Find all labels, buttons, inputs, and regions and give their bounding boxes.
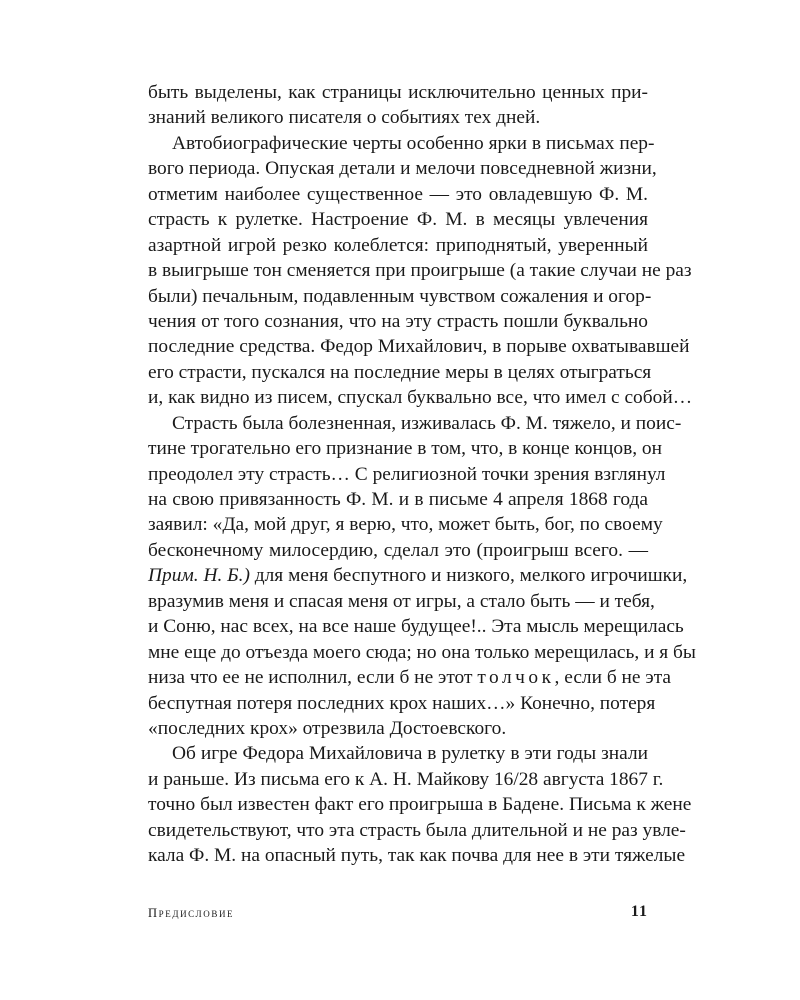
- text-line: [148, 665, 672, 690]
- text-segment: беспутная потеря последних крох наших…» Конечно, потеря: [148, 692, 656, 714]
- text-segment: вразумив меня и спасая меня от игры, а стало быть — и тебя,: [148, 590, 655, 612]
- text-line: [148, 614, 684, 639]
- body-text: [148, 80, 696, 869]
- text-line: [148, 182, 648, 207]
- text-line: [148, 436, 663, 461]
- text-line: [148, 207, 648, 232]
- text-segment: вого периода. Опуская детали и мелочи повседневной жизни,: [148, 158, 657, 180]
- text-line: [148, 767, 664, 792]
- text-segment: на свою привязанность Ф. М. и в письме 4 апреля 1868 года: [148, 489, 648, 510]
- text-line: [148, 385, 693, 410]
- running-footer-title: Предисловие: [148, 906, 235, 920]
- text-segment: для меня беспутного и низкого, мелкого игрочишки,: [249, 565, 688, 587]
- text-segment: и раньше. Из письма его к А. Н. Майкову 16/28 августа 1867 г.: [148, 768, 664, 790]
- text-segment: точно был известен факт его проигрыша в Бадене. Письма к жене: [148, 794, 692, 816]
- text-line: [148, 741, 648, 766]
- text-segment: низа что ее не исполнил, если б не этот: [148, 667, 478, 689]
- text-segment: тине трогательно его признание в том, что, в конце концов, он: [148, 438, 663, 460]
- text-line: [148, 258, 692, 283]
- text-segment: знаний великого писателя о событиях тех дней.: [148, 107, 541, 129]
- text-segment: Страсть была болезненная, изживалась Ф. М. тяжело, и поис-: [172, 412, 682, 434]
- text-line: [148, 487, 648, 512]
- text-line: [148, 563, 688, 588]
- text-segment: его страсти, пускался на последние меры в целях отыграться: [148, 361, 652, 383]
- text-segment: были) печальным, подавленным чувством сожаления и огор-: [148, 285, 652, 307]
- text-line: [148, 309, 648, 334]
- text-segment: страсть к рулетке. Настроение Ф. М. в месяцы увлечения: [148, 209, 648, 231]
- text-segment: чения от того сознания, что на эту страсть пошли буквально: [148, 310, 648, 332]
- text-line: [148, 589, 655, 614]
- page-number: 11: [630, 903, 648, 920]
- text-line: [148, 716, 648, 741]
- text-segment: азартной игрой резко колеблется: приподнятый, уверенный: [148, 234, 648, 256]
- text-line: [148, 80, 648, 105]
- text-line: [148, 233, 648, 258]
- text-line: [148, 411, 682, 436]
- text-segment: отметим наиболее существенное — это овладевшую Ф. М.: [148, 183, 648, 205]
- spaced-emphasis: толчок: [477, 667, 555, 689]
- text-line: [148, 538, 648, 563]
- text-line: [148, 360, 652, 385]
- text-line: [148, 462, 666, 487]
- text-line: [148, 131, 655, 156]
- text-line: [148, 691, 656, 716]
- text-line: [148, 640, 696, 665]
- text-segment: , если б не эта: [554, 667, 672, 689]
- text-line: [148, 334, 690, 359]
- text-segment: «последних крох» отрезвила Достоевского.: [148, 717, 507, 739]
- text-segment: Автобиографические черты особенно ярки в письмах пер-: [172, 132, 655, 154]
- text-segment: свидетельствуют, что эта страсть была длительной и не раз увле-: [148, 819, 686, 841]
- text-line: [148, 512, 663, 537]
- text-segment: Об игре Федора Михайловича в рулетку в эти годы знали: [172, 743, 648, 765]
- text-segment: бесконечному милосердию, сделал это (проигрыш всего. —: [148, 539, 648, 561]
- text-line: [148, 792, 692, 817]
- text-line: [148, 818, 686, 843]
- text-segment: заявил: «Да, мой друг, я верю, что, может быть, бог, по своему: [148, 514, 663, 536]
- text-segment: последние средства. Федор Михайлович, в порыве охватывавшей: [148, 336, 690, 358]
- text-segment: кала Ф. М. на опасный путь, так как почва для нее в эти тяжелые: [148, 845, 686, 867]
- text-line: [148, 284, 652, 309]
- text-line: [148, 843, 686, 868]
- text-segment: и, как видно из писем, спускал буквально все, что имел с собой…: [148, 387, 693, 409]
- text-line: [148, 156, 657, 181]
- text-segment: быть выделены, как страницы исключительно ценных при-: [148, 82, 648, 103]
- text-segment: мне еще до отъезда моего сюда; но она только мерещилась, и я бы: [148, 641, 696, 663]
- text-line: [148, 105, 648, 130]
- italic-note: Прим. Н. Б.): [148, 565, 250, 587]
- text-segment: преодолел эту страсть… С религиозной точки зрения взглянул: [148, 463, 666, 485]
- text-segment: в выигрыше тон сменяется при проигрыше (а такие случаи не раз: [148, 260, 692, 282]
- text-segment: и Соню, нас всех, на все наше будущее!.. Эта мысль мерещилась: [148, 616, 684, 638]
